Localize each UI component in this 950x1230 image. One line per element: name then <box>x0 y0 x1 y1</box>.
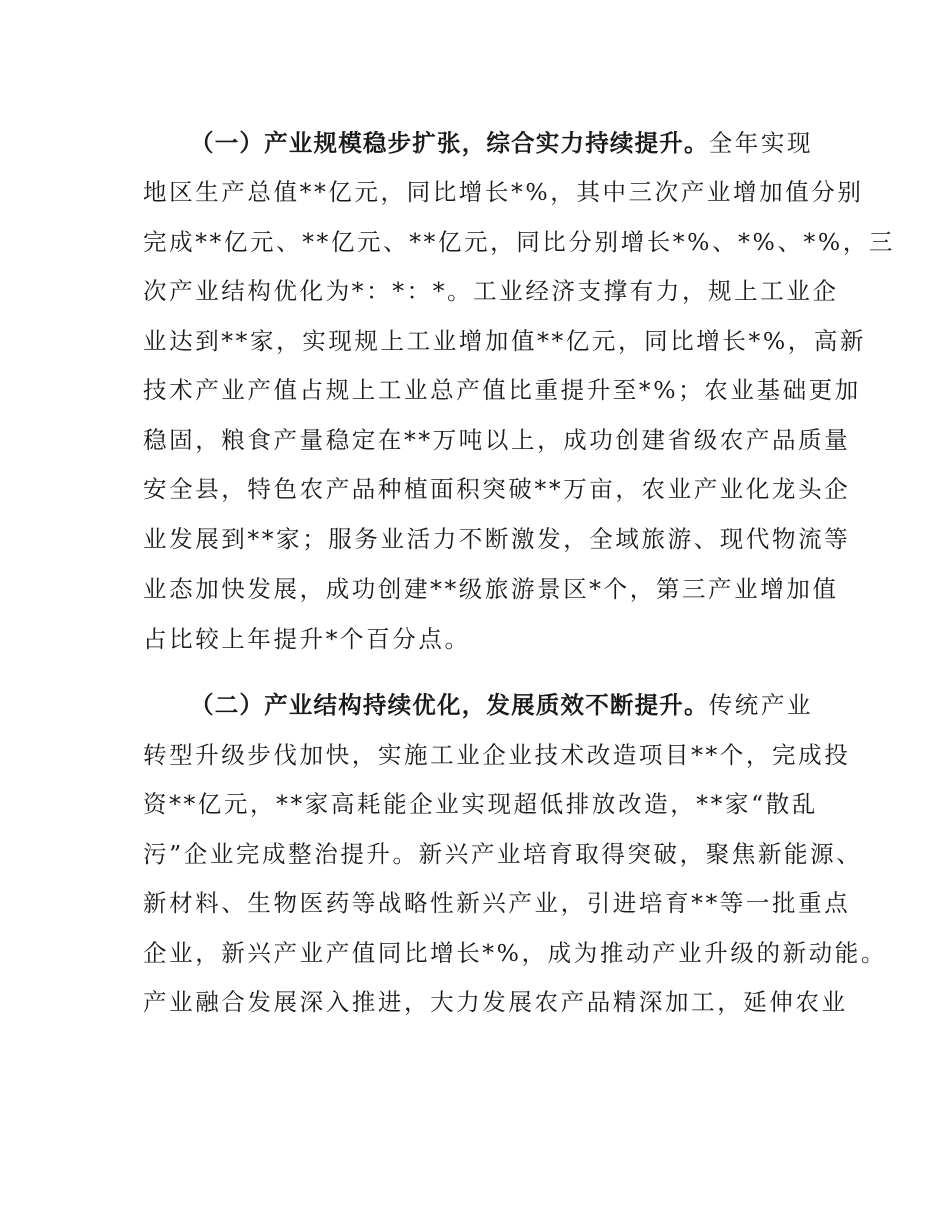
paragraph-line: 业态加快发展，成功创建**级旅游景区*个，第三产业增加值 <box>143 575 839 603</box>
section-heading: （二）产业结构持续优化，发展质效不断提升。 <box>190 691 709 719</box>
section-heading: （一）产业规模稳步扩张，综合实力持续提升。 <box>190 129 709 157</box>
paragraph-text: 全年实现 <box>708 129 814 157</box>
paragraph-line: 地区生产总值**亿元，同比增长*%，其中三次产业增加值分别 <box>143 178 864 206</box>
paragraph-line <box>190 128 813 158</box>
paragraph-text: 传统产业 <box>708 691 814 719</box>
paragraph-line: 次产业结构优化为*：*：*。工业经济支撑有力，规上工业企 <box>143 277 839 305</box>
paragraph-line: 业达到**家，实现规上工业增加值**亿元，同比增长*%，高新 <box>143 327 867 355</box>
paragraph-line: 产业融合发展深入推进，大力发展农产品精深加工，延伸农业 <box>143 988 848 1016</box>
paragraph-line: 新材料、生物医药等战略性新兴产业，引进培育**等一批重点 <box>143 889 851 917</box>
paragraph-line: 完成**亿元、**亿元、**亿元，同比分别增长*%、*%、*%，三 <box>143 228 896 256</box>
paragraph-line: 安全县，特色农产品种植面积突破**万亩，农业产业化龙头企 <box>143 475 851 503</box>
paragraph-line: 占比较上年提升*个百分点。 <box>143 625 471 653</box>
paragraph-line: 业发展到**家；服务业活力不断激发，全域旅游、现代物流等 <box>143 525 851 553</box>
paragraph-line: 转型升级步伐加快，实施工业企业技术改造项目**个，完成投 <box>143 741 851 769</box>
paragraph-line: 稳固，粮食产量稳定在**万吨以上，成功创建省级农产品质量 <box>143 426 851 454</box>
paragraph-line: 企业，新兴产业产值同比增长*%，成为推动产业升级的新动能。 <box>143 939 887 967</box>
paragraph-line <box>190 690 813 720</box>
paragraph-line: 污”企业完成整治提升。新兴产业培育取得突破，聚焦新能源、 <box>143 840 863 868</box>
paragraph-line: 技术产业产值占规上工业总产值比重提升至*%；农业基础更加 <box>143 376 861 404</box>
paragraph-line: 资**亿元，**家高耗能企业实现超低排放改造，**家“散乱 <box>143 790 818 818</box>
